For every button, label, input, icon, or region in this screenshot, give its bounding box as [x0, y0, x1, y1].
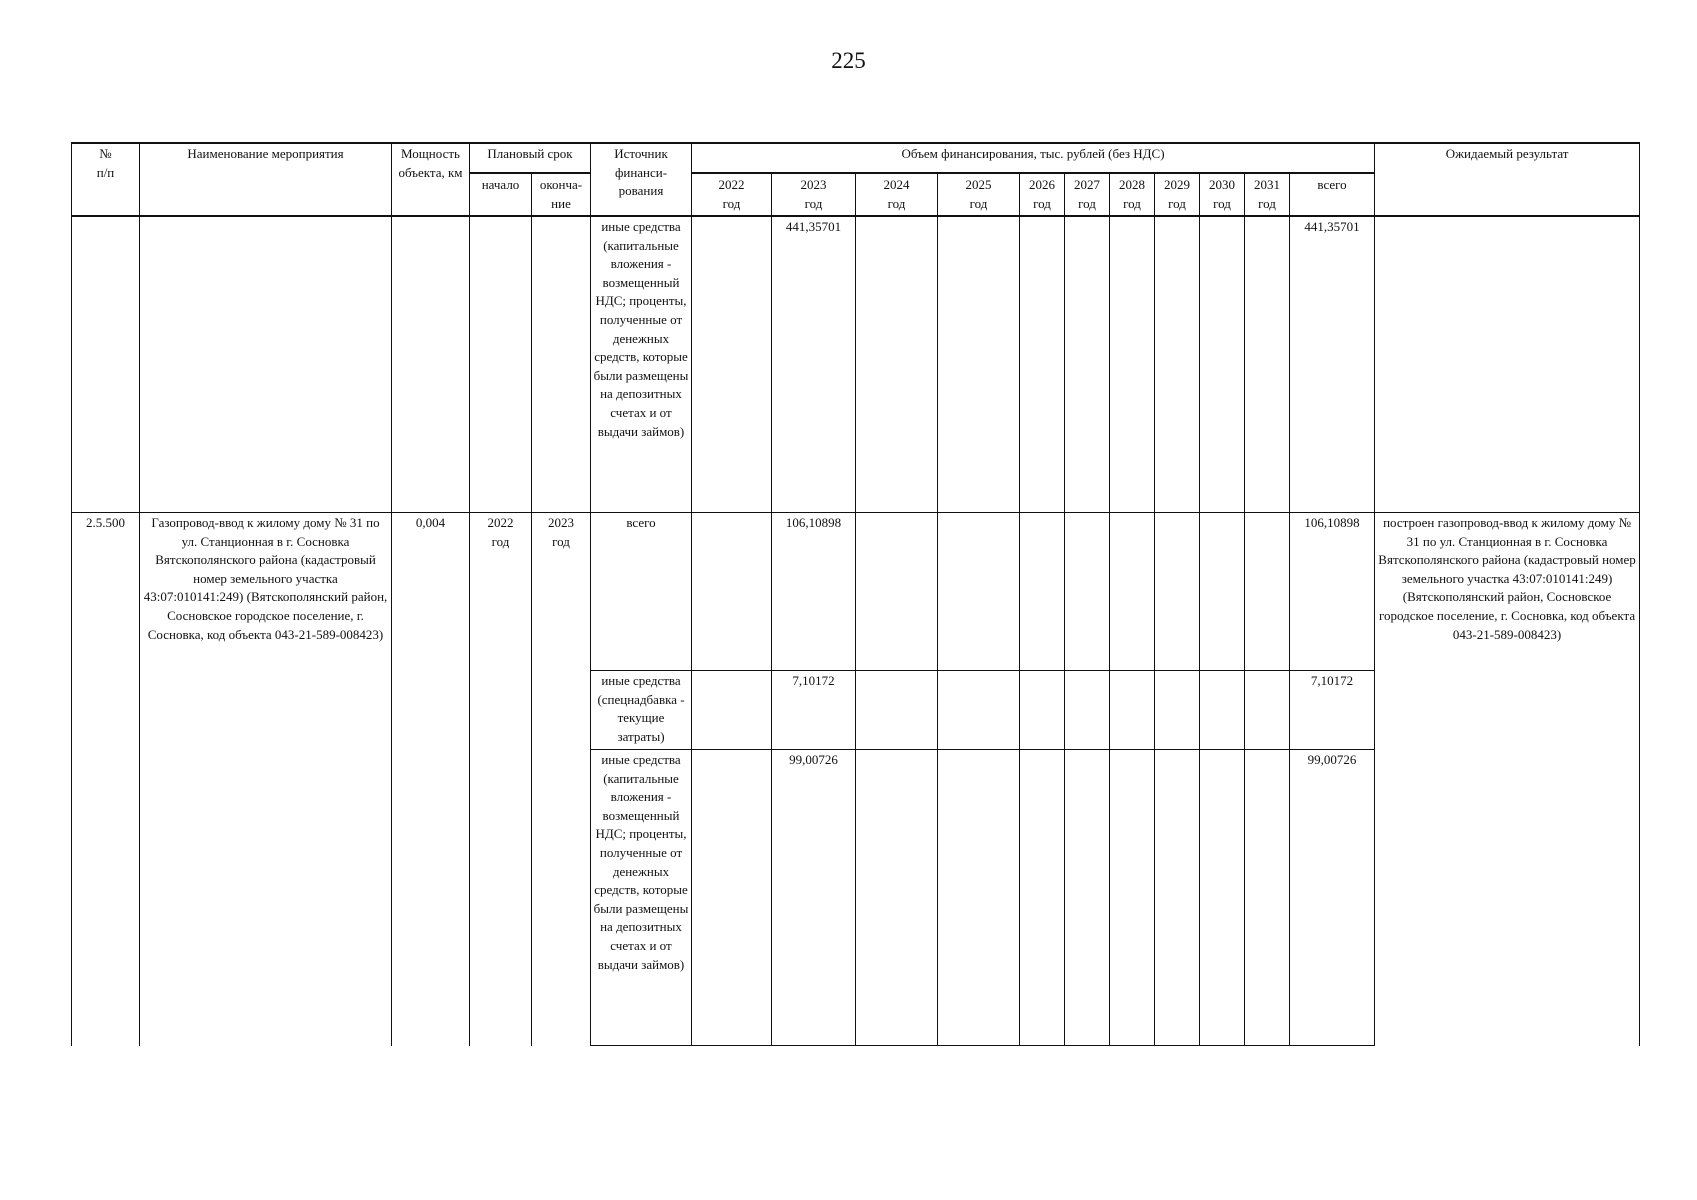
cell-2027 [1065, 513, 1110, 671]
cell-2031 [1245, 671, 1290, 750]
cell-2030 [1200, 750, 1245, 1046]
cell-capacity [392, 216, 470, 513]
cell-2022 [692, 671, 772, 750]
header-year-2026: 2026 год [1020, 173, 1065, 216]
cell-2031 [1245, 513, 1290, 671]
cell-2024 [856, 671, 938, 750]
header-year-2030: 2030 год [1200, 173, 1245, 216]
cell-2026 [1020, 216, 1065, 513]
header-num: № п/п [72, 143, 140, 216]
header-capacity: Мощность объекта, км [392, 143, 470, 216]
header-name: Наименование мероприятия [140, 143, 392, 216]
cell-total: 106,10898 [1290, 513, 1375, 671]
header-year-2028: 2028 год [1110, 173, 1155, 216]
header-year-2022: 2022 год [692, 173, 772, 216]
cell-2027 [1065, 750, 1110, 1046]
header-year-2031: 2031 год [1245, 173, 1290, 216]
cell-2025 [938, 671, 1020, 750]
header-year-2027: 2027 год [1065, 173, 1110, 216]
cell-2028 [1110, 671, 1155, 750]
cell-2030 [1200, 513, 1245, 671]
cell-total: 441,35701 [1290, 216, 1375, 513]
cell-2027 [1065, 216, 1110, 513]
cell-2031 [1245, 216, 1290, 513]
cell-2028 [1110, 750, 1155, 1046]
header-end: оконча- ние [532, 173, 591, 216]
cell-start [470, 216, 532, 513]
cell-2023: 106,10898 [772, 513, 856, 671]
cell-2022 [692, 513, 772, 671]
header-row-1 [72, 143, 1640, 173]
cell-2024 [856, 513, 938, 671]
cell-source: иные средства (спецнадбавка - текущие затраты) [591, 671, 692, 750]
cell-2030 [1200, 671, 1245, 750]
cell-num: 2.5.500 [72, 513, 140, 1046]
cell-total: 7,10172 [1290, 671, 1375, 750]
cell-2026 [1020, 671, 1065, 750]
cell-name [140, 216, 392, 513]
cell-2023: 99,00726 [772, 750, 856, 1046]
cell-2023: 7,10172 [772, 671, 856, 750]
header-total: всего [1290, 173, 1375, 216]
header-start: начало [470, 173, 532, 216]
header-result: Ожидаемый результат [1375, 143, 1640, 216]
cell-total: 99,00726 [1290, 750, 1375, 1046]
cell-2022 [692, 216, 772, 513]
cell-source: всего [591, 513, 692, 671]
table-row [72, 216, 1640, 513]
cell-2027 [1065, 671, 1110, 750]
cell-name: Газопровод-ввод к жилому дому № 31 по ул. Станционная в г. Сосновка Вятскополянского района (кадастровый номер земельного участка 43:07:010141:249) (Вятскополянский район, Сосновское городское поселение, г. Сосновка, код объекта 043-21-589-008423) [140, 513, 392, 1046]
cell-source: иные средства (капитальные вложения - возмещенный НДС; проценты, полученные от денежных средств, которые были размещены на депозитных счетах и от выдачи займов) [591, 216, 692, 513]
cell-capacity: 0,004 [392, 513, 470, 1046]
cell-source: иные средства (капитальные вложения - возмещенный НДС; проценты, полученные от денежных средств, которые были размещены на депозитных счетах и от выдачи займов) [591, 750, 692, 1046]
header-source: Источник финанси- рования [591, 143, 692, 216]
header-year-2024: 2024 год [856, 173, 938, 216]
cell-2024 [856, 216, 938, 513]
cell-num [72, 216, 140, 513]
cell-2025 [938, 513, 1020, 671]
header-year-2023: 2023 год [772, 173, 856, 216]
cell-2029 [1155, 750, 1200, 1046]
funding-table [71, 142, 1640, 1046]
header-year-2029: 2029 год [1155, 173, 1200, 216]
cell-2023: 441,35701 [772, 216, 856, 513]
cell-2026 [1020, 750, 1065, 1046]
cell-2026 [1020, 513, 1065, 671]
cell-start: 2022 год [470, 513, 532, 1046]
header-year-2025: 2025 год [938, 173, 1020, 216]
table-row [72, 513, 1640, 671]
cell-2029 [1155, 513, 1200, 671]
cell-2028 [1110, 513, 1155, 671]
cell-2028 [1110, 216, 1155, 513]
cell-result [1375, 216, 1640, 513]
cell-2025 [938, 750, 1020, 1046]
cell-result: построен газопровод-ввод к жилому дому № 31 по ул. Станционная в г. Сосновка Вятскополянского района (кадастровый номер земельного участка 43:07:010141:249) (Вятскополянский район, Сосновское городское поселение, г. Сосновка, код объекта 043-21-589-008423) [1375, 513, 1640, 1046]
cell-end: 2023 год [532, 513, 591, 1046]
cell-2029 [1155, 216, 1200, 513]
header-funding: Объем финансирования, тыс. рублей (без НДС) [692, 143, 1375, 173]
header-planned-term: Плановый срок [470, 143, 591, 173]
cell-2024 [856, 750, 938, 1046]
cell-2031 [1245, 750, 1290, 1046]
cell-2022 [692, 750, 772, 1046]
cell-end [532, 216, 591, 513]
page-number: 225 [831, 48, 866, 73]
cell-2029 [1155, 671, 1200, 750]
cell-2025 [938, 216, 1020, 513]
cell-2030 [1200, 216, 1245, 513]
